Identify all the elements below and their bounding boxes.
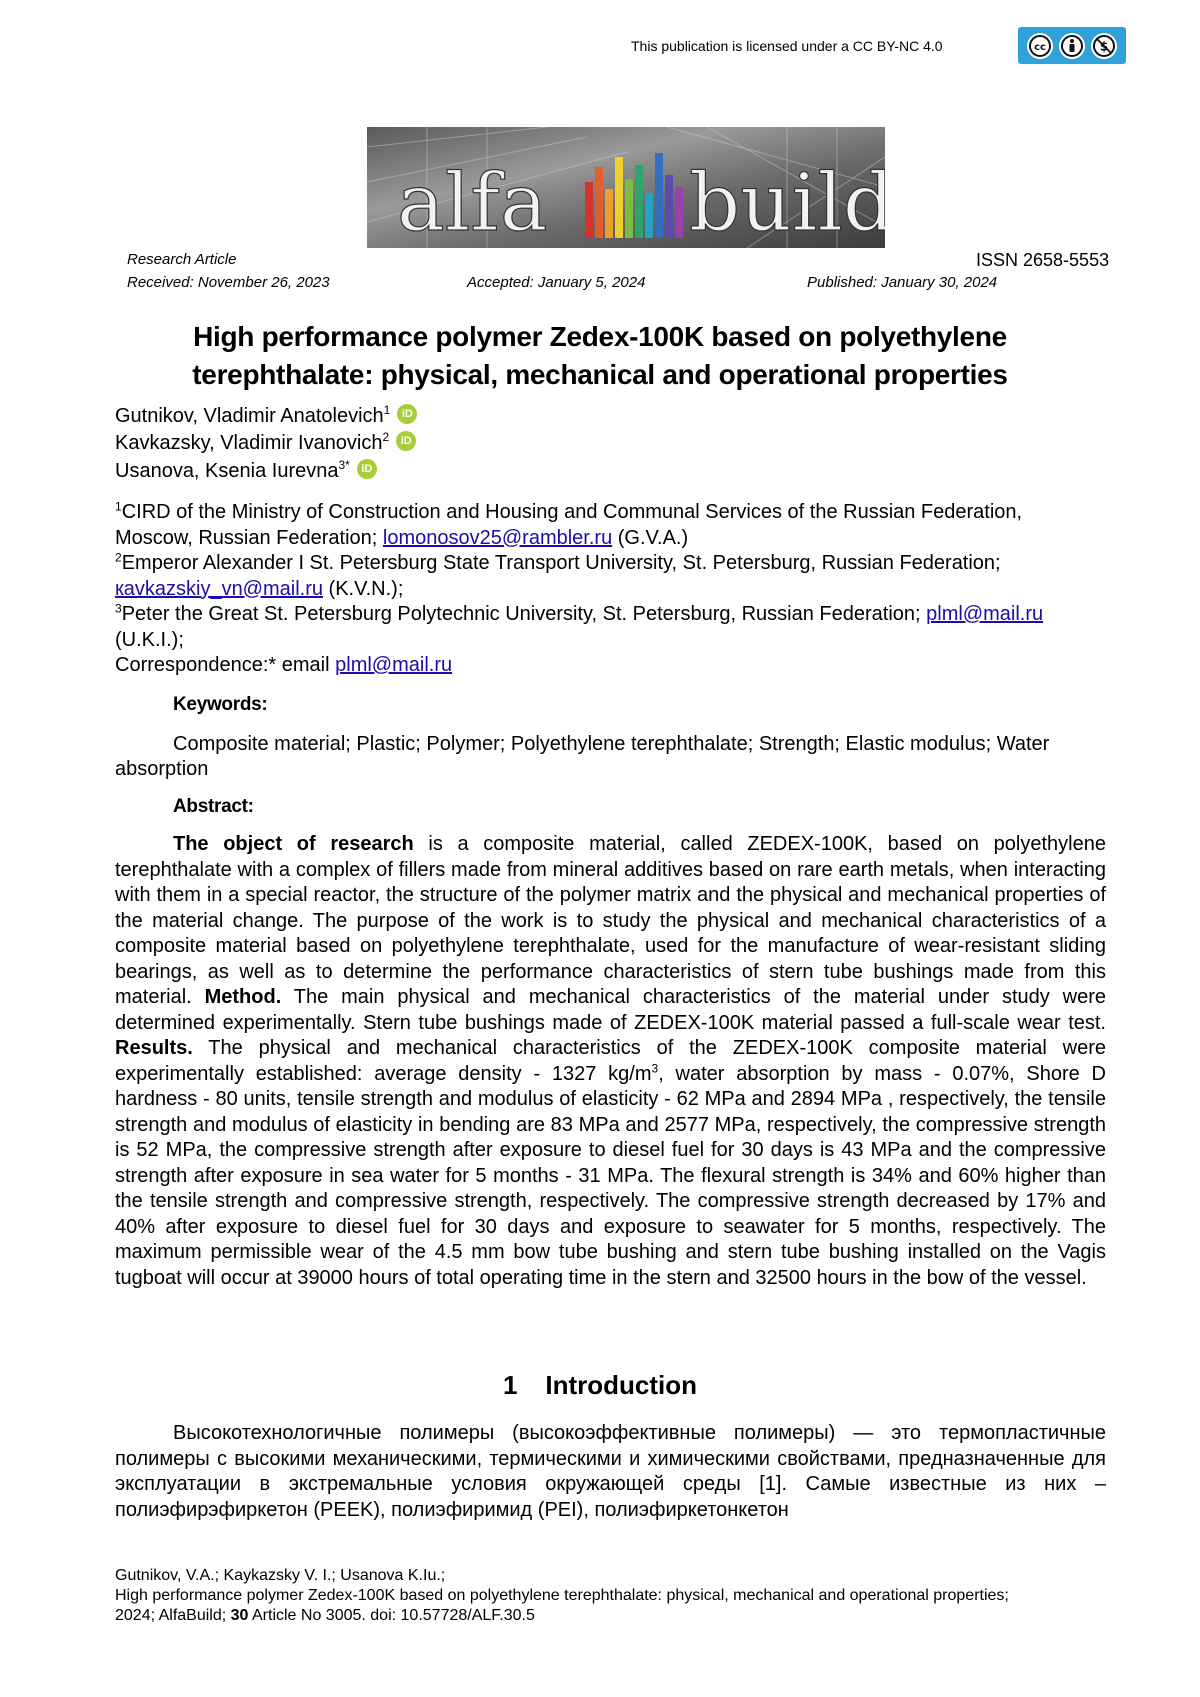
abstract-object-text: is a composite material, called ZEDEX-100K, based on polyethylene terephthalate with a complex of fillers made from mineral additives based on rare earth metals, when interacting with them in a special reactor, the structure of the polymer matrix and the physical and mechanical properties of the material change. The purpose of the work is to study the physical and mechanical characteristics of a composite material based on polyethylene terephthalate, used for the manufacture of wear-resistant sliding bearings, as well as to determine the performance characteristics of stern tube bushings made from this material. [115, 833, 1106, 1008]
keywords-heading: Keywords: [173, 694, 267, 716]
footer-title: High performance polymer Zedex-100K based on polyethylene terephthalate: physical, mechanical and operational properties; [115, 1586, 1115, 1606]
affiliation-initials: (U.K.I.); [115, 629, 184, 651]
accepted-date: Accepted: January 5, 2024 [467, 274, 645, 291]
abstract-results-text: The physical and mechanical characteristics of the ZEDEX-100K composite material were experimentally established: average density - 1327 kg/m [115, 1037, 1106, 1085]
author-affiliation-mark: 1 [384, 403, 391, 417]
email-link[interactable]: lomonosov25@rambler.ru [383, 527, 612, 549]
abstract-label-method: Method. [205, 986, 282, 1008]
keywords-text: Composite material; Plastic; Polymer; Polyethylene terephthalate; Strength; Elastic modulus; Water absorption [115, 732, 1105, 782]
author [115, 460, 377, 483]
abstract-results-text-cont: , water absorption by mass - 0.07%, Shore D hardness - 80 units, tensile strength and modulus of elasticity - 62 MPa and 2894 MPa , respectively, the tensile strength and modulus of elasticity in bending are 83 MPa and 2577 MPa, respectively, the compressive strength is 52 MPa, the compressive strength after exposure to diesel fuel for 30 days is 43 MPa and the compressive strength after exposure in sea water for 5 months - 31 MPa. The flexural strength is 34% and 60% higher than the tensile strength and compressive strength, respectively. The compressive strength decreased by 17% and 40% after exposure to diesel fuel for 30 days and exposure to seawater for 5 months, respectively. The maximum permissible wear of the 4.5 mm bow tube bushing and stern tube bushing installed on the Vagis tugboat will occur at 39000 hours of total operating time in the stern and 32500 hours in the bow of the vessel. [115, 1063, 1106, 1289]
affiliations [115, 500, 1105, 679]
footer-volume: 30 [231, 1607, 249, 1624]
affiliation-text: CIRD of the Ministry of Construction and Housing and Communal Services of the Russian Federation, Moscow, Russian Federation; [115, 501, 1022, 549]
orcid-icon[interactable]: iD [357, 459, 377, 479]
author [115, 405, 417, 428]
affiliation-text: Peter the Great St. Petersburg Polytechnic University, St. Petersburg, Russian Federation; [122, 603, 926, 625]
footer-article-doi: Article No 3005. doi: 10.57728/ALF.30.5 [248, 1607, 534, 1624]
by-person-icon [1059, 33, 1085, 59]
citation-footer [115, 1566, 1115, 1626]
email-link[interactable]: кavkazskiy_vn@mail.ru [115, 578, 323, 600]
affiliation-2 [115, 551, 1105, 602]
affiliation-mark: 2 [115, 550, 122, 564]
abstract-method-text: The main physical and mechanical characteristics of the material under study were determined experimentally. Stern tube bushings made of ZEDEX-100K material passed a full-scale wear test. [115, 986, 1106, 1034]
section-number: 1 [503, 1370, 517, 1400]
issn: ISSN 2658-5553 [976, 250, 1109, 271]
introduction-heading [0, 1370, 1200, 1401]
footer-year-journal: 2024; AlfaBuild; [115, 1607, 231, 1624]
orcid-icon[interactable]: iD [396, 431, 416, 451]
author-affiliation-mark: 2 [383, 430, 390, 444]
affiliation-mark: 3 [115, 601, 122, 615]
affiliation-text: Emperor Alexander I St. Petersburg State Transport University, St. Petersburg, Russian Federation; [122, 552, 1001, 574]
abstract-label-results: Results. [115, 1037, 193, 1059]
published-date: Published: January 30, 2024 [807, 274, 997, 291]
superscript: 3 [652, 1061, 659, 1075]
cc-icon [1027, 33, 1053, 59]
abstract-heading: Abstract: [173, 796, 254, 818]
author-name: Kavkazsky, Vladimir Ivanovich [115, 432, 383, 455]
section-title: Introduction [545, 1370, 697, 1400]
license-text: This publication is licensed under a CC BY-NC 4.0 [631, 38, 943, 54]
abstract-label-object: The object of research [173, 833, 414, 855]
footer-reference [115, 1606, 1115, 1626]
affiliation-initials: (G.V.A.) [612, 527, 688, 549]
email-link[interactable]: plml@mail.ru [335, 654, 452, 676]
author-name: Gutnikov, Vladimir Anatolevich [115, 405, 384, 428]
footer-authors: Gutnikov, V.A.; Kaykazsky V. I.; Usanova K.Iu.; [115, 1566, 1115, 1586]
alfabuild-logo [367, 127, 885, 248]
article-type: Research Article [127, 251, 236, 268]
abstract-text [115, 832, 1106, 1291]
correspondence-label: Correspondence:* email [115, 654, 335, 676]
orcid-icon[interactable]: iD [397, 404, 417, 424]
received-date: Received: November 26, 2023 [127, 274, 330, 291]
svg-text:build: build [689, 156, 885, 248]
correspondence [115, 653, 1105, 679]
author-name: Usanova, Ksenia Iurevna [115, 460, 338, 483]
affiliation-mark: 1 [115, 499, 122, 513]
author-affiliation-mark: 3* [338, 458, 349, 472]
svg-text:cc: cc [1034, 42, 1046, 53]
affiliation-1 [115, 500, 1105, 551]
nc-dollar-icon [1091, 33, 1117, 59]
email-link[interactable]: plml@mail.ru [926, 603, 1043, 625]
author [115, 432, 416, 455]
cc-license-badge[interactable] [1018, 27, 1126, 64]
affiliation-3 [115, 602, 1105, 653]
introduction-text: Высокотехнологичные полимеры (высокоэффективные полимеры) — это термопластичные полимеры с высокими механическими, термическими и химическими свойствами, предназначенные для эксплуатации в экстремальные условия окружающей среды [1]. Самые известные из них – полиэфирэфиркетон (PEEK), полиэфиримид (PEI), полиэфиркетонкетон [115, 1421, 1106, 1523]
svg-text:alfa: alfa [397, 156, 548, 248]
affiliation-initials: (K.V.N.); [323, 578, 403, 600]
paper-title: High performance polymer Zedex-100K based on polyethylene terephthalate: physical, mechanical and operational properties [100, 318, 1100, 394]
